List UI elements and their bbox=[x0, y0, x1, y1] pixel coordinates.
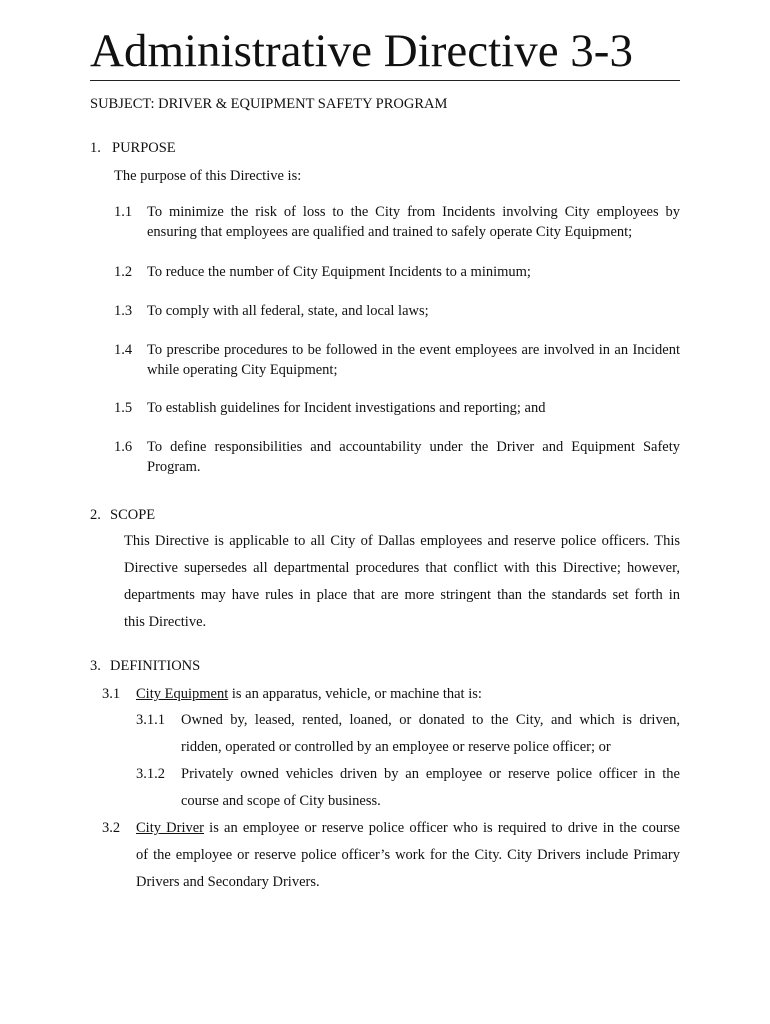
subject-line: SUBJECT: DRIVER & EQUIPMENT SAFETY PROGRAM bbox=[90, 96, 448, 112]
document-title: Administrative Directive 3-3 bbox=[90, 25, 633, 77]
definition-text bbox=[136, 685, 482, 703]
purpose-item-number: 1.6 bbox=[114, 439, 133, 455]
scope-text-line: Directive supersedes all departmental procedures that conflict with this Directive; however, bbox=[124, 560, 680, 576]
subdefinition-text-continued: course and scope of City business. bbox=[181, 793, 381, 809]
purpose-item-number: 1.1 bbox=[114, 204, 133, 220]
definition-description: is an employee or reserve police officer who is required to drive in the course bbox=[204, 820, 680, 836]
scope-heading: SCOPE bbox=[110, 507, 156, 523]
purpose-item-text-continued: Program. bbox=[147, 459, 201, 475]
purpose-heading: PURPOSE bbox=[112, 140, 176, 156]
purpose-item-number: 1.4 bbox=[114, 342, 133, 358]
subdefinition-text: Privately owned vehicles driven by an employee or reserve police officer in the bbox=[181, 766, 680, 782]
definition-term: City Equipment bbox=[136, 686, 229, 702]
purpose-item-text: To establish guidelines for Incident investigations and reporting; and bbox=[147, 400, 546, 416]
definition-description: is an apparatus, vehicle, or machine that is: bbox=[228, 686, 482, 702]
purpose-item-text: To minimize the risk of loss to the City from Incidents involving City employees by bbox=[147, 204, 680, 220]
definition-term: City Driver bbox=[136, 820, 204, 836]
purpose-item-text: To comply with all federal, state, and local laws; bbox=[147, 303, 429, 319]
scope-text-line: This Directive is applicable to all City of Dallas employees and reserve police officers. This bbox=[124, 533, 680, 549]
purpose-item-number: 1.3 bbox=[114, 303, 133, 319]
scope-text-line: departments may have rules in place that are more stringent than the standards set forth in bbox=[124, 587, 680, 603]
definition-text-continued: Drivers and Secondary Drivers. bbox=[136, 874, 320, 890]
title-divider bbox=[90, 80, 680, 81]
purpose-item-number: 1.5 bbox=[114, 400, 133, 416]
scope-number: 2. bbox=[90, 507, 101, 523]
definitions-number: 3. bbox=[90, 658, 101, 674]
purpose-item-text: To define responsibilities and accountability under the Driver and Equipment Safety bbox=[147, 439, 680, 455]
subdefinition-text: Owned by, leased, rented, loaned, or donated to the City, and which is driven, bbox=[181, 712, 680, 728]
purpose-number: 1. bbox=[90, 140, 101, 156]
subdefinition-text-continued: ridden, operated or controlled by an employee or reserve police officer; or bbox=[181, 739, 611, 755]
definition-number: 3.1 bbox=[102, 686, 121, 702]
definition-text bbox=[136, 819, 680, 837]
purpose-item-text: To prescribe procedures to be followed in the event employees are involved in an Incident bbox=[147, 342, 680, 358]
purpose-item-text-continued: ensuring that employees are qualified and trained to safely operate City Equipment; bbox=[147, 224, 633, 240]
subdefinition-number: 3.1.1 bbox=[136, 712, 165, 728]
purpose-intro: The purpose of this Directive is: bbox=[114, 168, 302, 184]
purpose-item-text-continued: while operating City Equipment; bbox=[147, 362, 338, 378]
definitions-heading: DEFINITIONS bbox=[110, 658, 201, 674]
purpose-item-number: 1.2 bbox=[114, 264, 133, 280]
scope-text-line: this Directive. bbox=[124, 614, 207, 630]
subdefinition-number: 3.1.2 bbox=[136, 766, 165, 782]
definition-number: 3.2 bbox=[102, 820, 121, 836]
purpose-item-text: To reduce the number of City Equipment Incidents to a minimum; bbox=[147, 264, 531, 280]
definition-text-continued: of the employee or reserve police officer’s work for the City. City Drivers include Primary bbox=[136, 847, 680, 863]
